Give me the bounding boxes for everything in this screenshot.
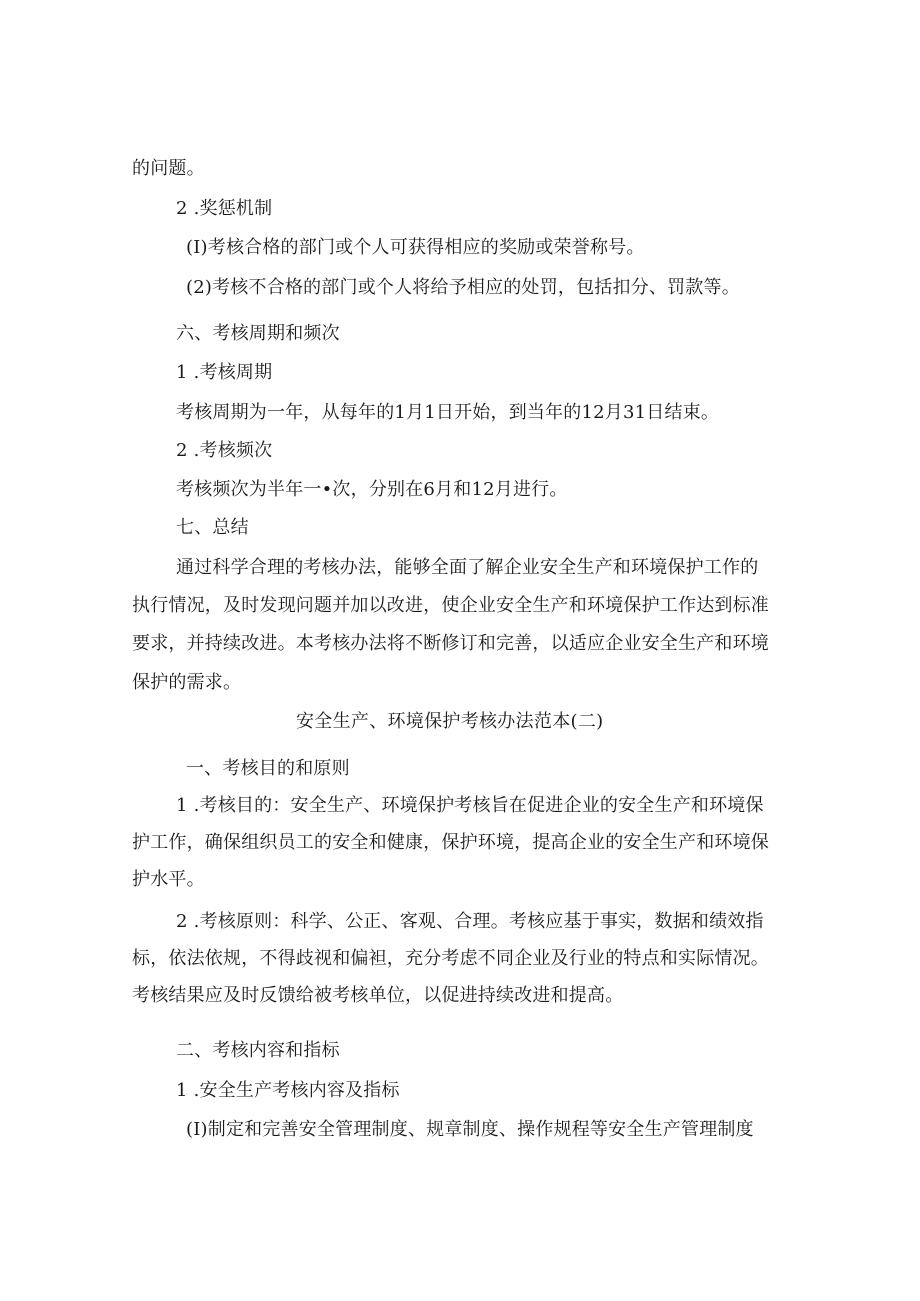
document-title: 安全生产、环境保护考核办法范本(二) <box>296 711 604 732</box>
text-line: 标，依法依规，不得歧视和偏袒，充分考虑不同企业及行业的特点和实际情况。 <box>132 948 769 969</box>
text-line: 考核周期为一年，从每年的1月1日开始，到当年的12月31日结束。 <box>176 402 720 423</box>
text-line: 护水平。 <box>132 869 205 890</box>
section-heading: 一、考核目的和原则 <box>186 758 350 779</box>
text-line: 2 .奖惩机制 <box>176 198 273 219</box>
text-line: 2 .考核频次 <box>176 440 273 461</box>
text-line: 考核频次为半年一•次，分别在6月和12月进行。 <box>176 479 568 500</box>
text-line: 执行情况，及时发现问题并加以改进，使企业安全生产和环境保护工作达到标准 <box>132 595 769 616</box>
text-line: 护工作，确保组织员工的安全和健康，保护环境，提高企业的安全生产和环境保 <box>132 832 769 853</box>
text-line: (I)考核合格的部门或个人可获得相应的奖励或荣誉称号。 <box>186 237 645 258</box>
text-line: 要求，并持续改进。本考核办法将不断修订和完善，以适应企业安全生产和环境 <box>132 633 769 654</box>
section-heading: 六、考核周期和频次 <box>176 323 340 344</box>
section-heading: 七、总结 <box>176 517 249 538</box>
text-line: 1 .安全生产考核内容及指标 <box>176 1080 400 1101</box>
text-line: (I)制定和完善安全管理制度、规章制度、操作规程等安全生产管理制度 <box>186 1119 754 1140</box>
section-heading: 二、考核内容和指标 <box>176 1040 340 1061</box>
text-line: 1 .考核目的：安全生产、环境保护考核旨在促进企业的安全生产和环境保 <box>176 795 764 816</box>
text-line: 保护的需求。 <box>132 672 242 693</box>
text-line: 的问题。 <box>132 158 205 179</box>
text-line: 通过科学合理的考核办法，能够全面了解企业安全生产和环境保护工作的 <box>176 557 759 578</box>
text-line: 2 .考核原则：科学、公正、客观、合理。考核应基于事实，数据和绩效指 <box>176 911 764 932</box>
text-line: 考核结果应及时反馈给被考核单位，以促进持续改进和提高。 <box>132 985 624 1006</box>
text-line: 1 .考核周期 <box>176 362 273 383</box>
text-line: (2)考核不合格的部门或个人将给予相应的处罚，包括扣分、罚款等。 <box>186 277 740 298</box>
